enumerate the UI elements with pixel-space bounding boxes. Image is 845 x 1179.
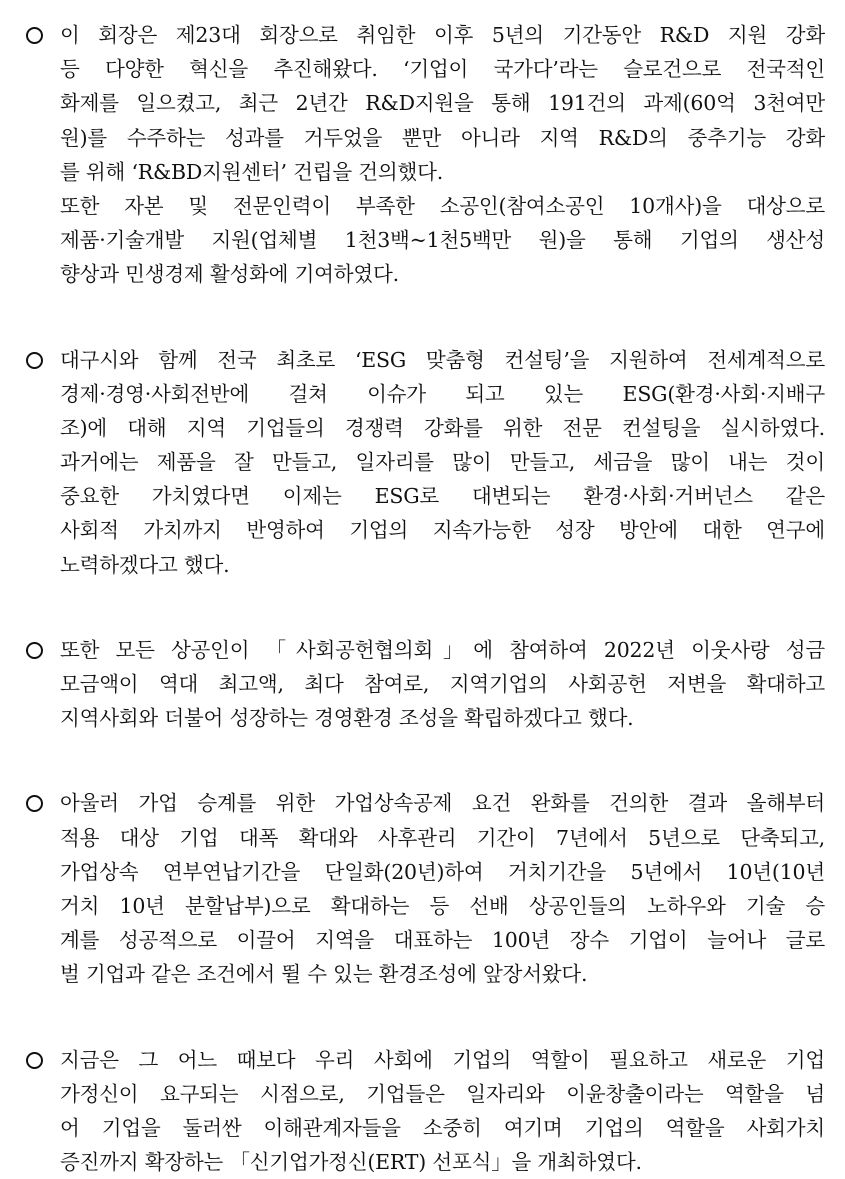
text-line: 지금은 그 어느 때보다 우리 사회에 기업의 역할이 필요하고 새로운 기업: [60, 1043, 825, 1077]
paragraph-esg-consulting: [26, 343, 825, 582]
text-line: 모금액이 역대 최고액, 최다 참여로, 지역기업의 사회공헌 저변을 확대하고: [60, 667, 825, 701]
text-line: 거치 10년 분할납부)으로 확대하는 등 선배 상공인들의 노하우와 기술 승: [60, 889, 825, 923]
text-line: 계를 성공적으로 이끌어 지역을 대표하는 100년 장수 기업이 늘어나 글로: [60, 923, 825, 957]
paragraph-social-contribution: [26, 633, 825, 736]
text-line: 적용 대상 기업 대폭 확대와 사후관리 기간이 7년에서 5년으로 단축되고,: [60, 821, 825, 855]
text-line: 지역사회와 더불어 성장하는 경영환경 조성을 확립하겠다고 했다.: [60, 701, 825, 735]
text-line: 사회적 가치까지 반영하여 기업의 지속가능한 성장 방안에 대한 연구에: [60, 513, 825, 547]
text-line: 과거에는 제품을 잘 만들고, 일자리를 많이 만들고, 세금을 많이 내는 것이: [60, 445, 825, 479]
text-line: 증진까지 확장하는 「신기업가정신(ERT) 선포식」을 개최하였다.: [60, 1145, 825, 1179]
text-line: 제품·기술개발 지원(업체별 1천3백~1천5백만 원)을 통해 기업의 생산성: [60, 223, 825, 257]
text-line: 중요한 가치였다면 이제는 ESG로 대변되는 환경·사회·거버넌스 같은: [60, 479, 825, 513]
text-line: 등 다양한 혁신을 추진해왔다. ‘기업이 국가다’라는 슬로건으로 전국적인: [60, 52, 825, 86]
text-line: 향상과 민생경제 활성화에 기여하였다.: [60, 257, 825, 291]
text-line: 경제·경영·사회전반에 걸쳐 이슈가 되고 있는 ESG(환경·사회·지배구: [60, 377, 825, 411]
text-line: 가정신이 요구되는 시점으로, 기업들은 일자리와 이윤창출이라는 역할을 넘: [60, 1077, 825, 1111]
text-line: 아울러 가업 승계를 위한 가업상속공제 요건 완화를 건의한 결과 올해부터: [60, 786, 825, 820]
text-line: 를 위해 ‘R&BD지원센터’ 건립을 건의했다.: [60, 155, 825, 189]
text-line: 또한 모든 상공인이 「사회공헌협의회」에 참여하여 2022년 이웃사랑 성금: [60, 633, 825, 667]
paragraph-entrepreneurship: [26, 1043, 825, 1179]
text-line: 어 기업을 둘러싼 이해관계자들을 소중히 여기며 기업의 역할을 사회가치: [60, 1111, 825, 1145]
text-line: 원)를 수주하는 성과를 거두었을 뿐만 아니라 지역 R&D의 중추기능 강화: [60, 121, 825, 155]
text-line: 조)에 대해 지역 기업들의 경쟁력 강화를 위한 전문 컨설팅을 실시하였다.: [60, 411, 825, 445]
circle-bullet-icon: [26, 795, 43, 812]
circle-bullet-icon: [26, 1052, 43, 1069]
text-line: 화제를 일으켰고, 최근 2년간 R&D지원을 통해 191건의 과제(60억 3천여만: [60, 86, 825, 120]
text-line: 대구시와 함께 전국 최초로 ‘ESG 맞춤형 컨설팅’을 지원하여 전세계적으로: [60, 343, 825, 377]
circle-bullet-icon: [26, 352, 43, 369]
text-line: 또한 자본 및 전문인력이 부족한 소공인(참여소공인 10개사)을 대상으로: [60, 189, 825, 223]
paragraph-business-succession: [26, 786, 825, 991]
text-line: 벌 기업과 같은 조건에서 뛸 수 있는 환경조성에 앞장서왔다.: [60, 957, 825, 991]
text-line: 이 회장은 제23대 회장으로 취임한 이후 5년의 기간동안 R&D 지원 강화: [60, 18, 825, 52]
circle-bullet-icon: [26, 27, 43, 44]
circle-bullet-icon: [26, 642, 43, 659]
text-line: 가업상속 연부연납기간을 단일화(20년)하여 거치기간을 5년에서 10년(10년: [60, 855, 825, 889]
text-line: 노력하겠다고 했다.: [60, 548, 825, 582]
paragraph-ceo-achievements: [26, 18, 825, 292]
